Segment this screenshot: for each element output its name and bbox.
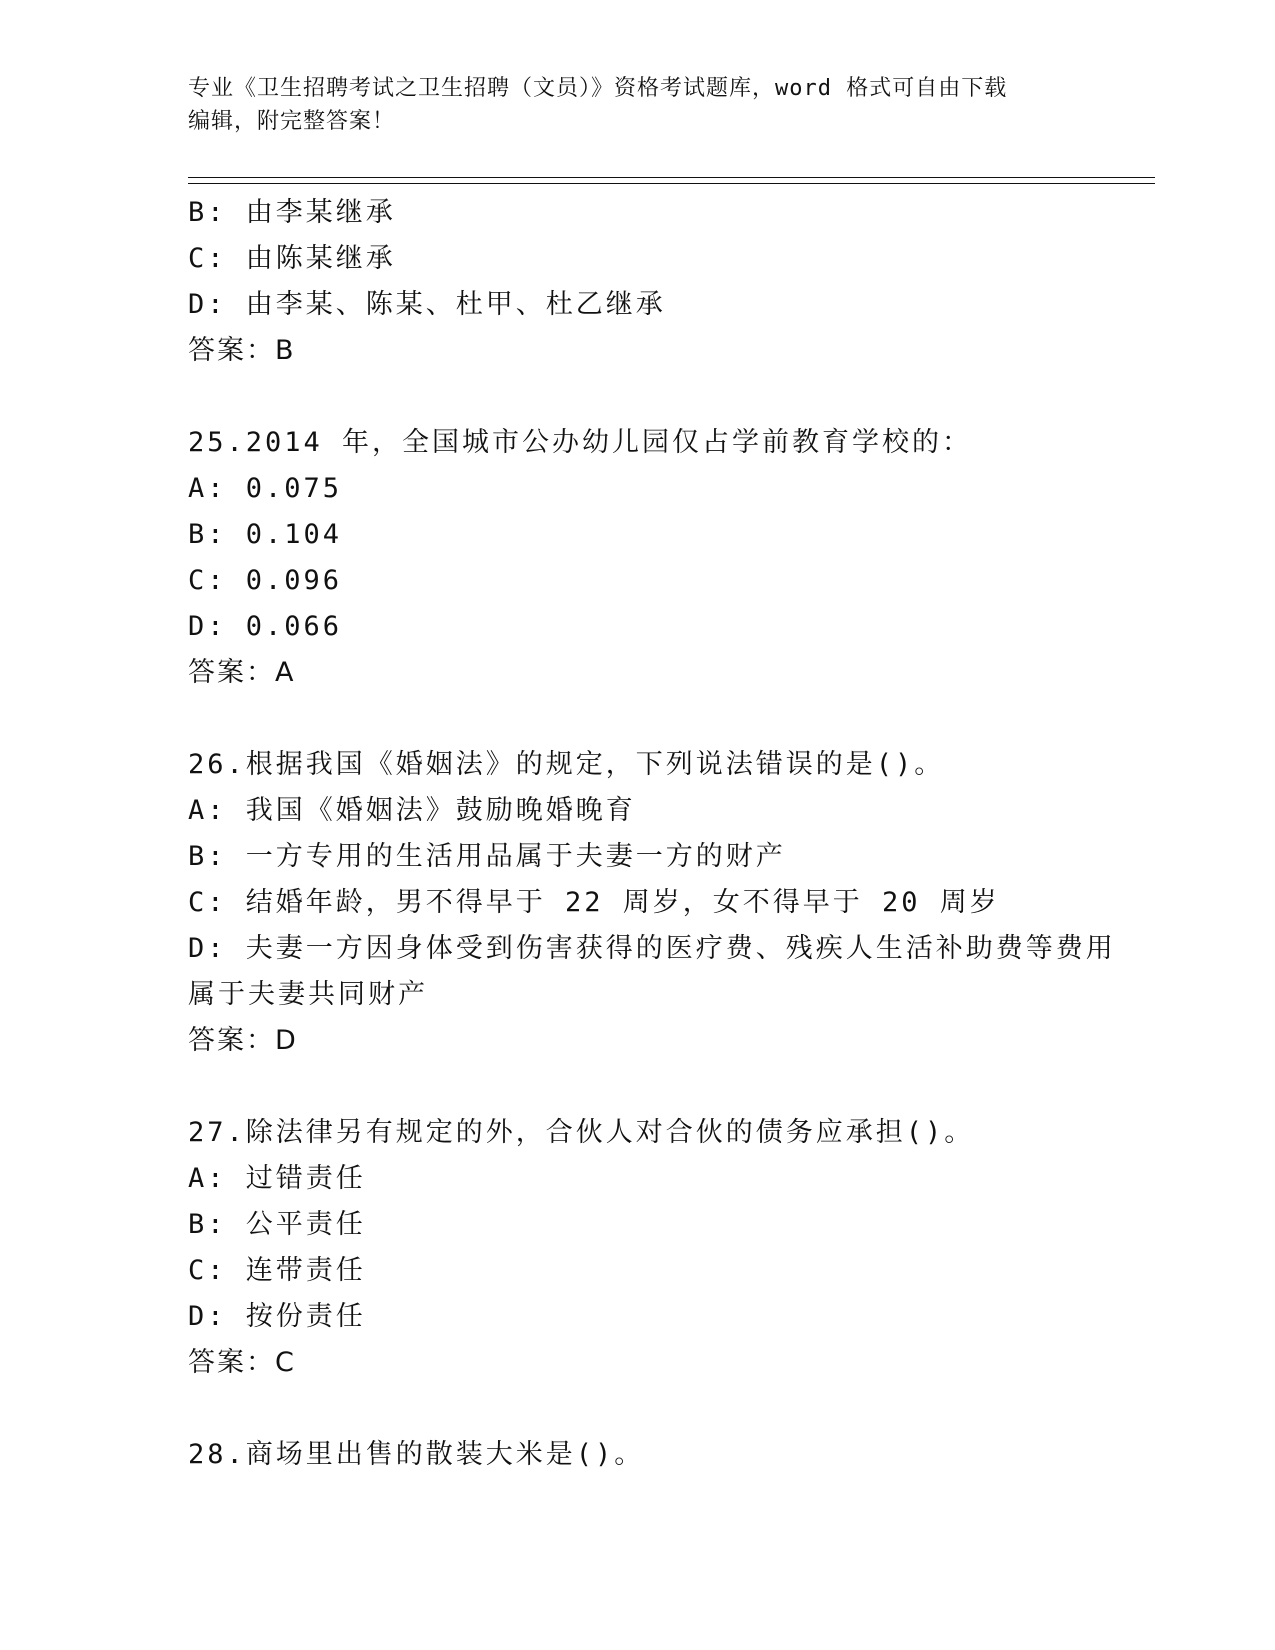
option-d: D: 按份责任 bbox=[188, 1301, 366, 1332]
option-d: D: 夫妻一方因身体受到伤害获得的医疗费、残疾人生活补助费等费用 bbox=[188, 933, 1116, 964]
option-c: C: 连带责任 bbox=[188, 1255, 366, 1286]
option-b: B: 公平责任 bbox=[188, 1209, 366, 1240]
option-a: A: 0.075 bbox=[188, 473, 343, 504]
question-27 bbox=[188, 1110, 1088, 1386]
header-divider-top bbox=[188, 177, 1155, 178]
question-spacer bbox=[188, 1064, 1088, 1110]
option-b: B: 0.104 bbox=[188, 519, 343, 550]
header-line-2: 编辑，附完整答案！ bbox=[188, 109, 396, 134]
option-d: D: 由李某、陈某、杜甲、杜乙继承 bbox=[188, 289, 666, 320]
option-c: C: 结婚年龄，男不得早于 22 周岁，女不得早于 20 周岁 bbox=[188, 887, 1000, 918]
question-spacer bbox=[188, 374, 1088, 420]
header-divider-bottom bbox=[188, 183, 1155, 184]
question-list bbox=[188, 190, 1116, 1478]
answer-line: 答案：B bbox=[188, 335, 296, 366]
answer-line: 答案：D bbox=[188, 1025, 298, 1056]
option-b: B: 一方专用的生活用品属于夫妻一方的财产 bbox=[188, 841, 786, 872]
question-stem: 25.2014 年，全国城市公办幼儿园仅占学前教育学校的： bbox=[188, 427, 973, 458]
question-spacer bbox=[188, 1386, 1088, 1432]
option-c: C: 由陈某继承 bbox=[188, 243, 396, 274]
question-26 bbox=[188, 742, 1116, 1064]
option-c: C: 0.096 bbox=[188, 565, 343, 596]
question-stem: 26.根据我国《婚姻法》的规定，下列说法错误的是()。 bbox=[188, 749, 945, 780]
option-a: A: 我国《婚姻法》鼓励晚婚晚育 bbox=[188, 795, 636, 826]
option-d: D: 0.066 bbox=[188, 611, 343, 642]
question-stem: 27.除法律另有规定的外，合伙人对合伙的债务应承担()。 bbox=[188, 1117, 975, 1148]
question-25 bbox=[188, 420, 1088, 696]
header-line-1: 专业《卫生招聘考试之卫生招聘（文员）》资格考试题库，word 格式可自由下载 bbox=[188, 76, 1008, 101]
option-b: B: 由李某继承 bbox=[188, 197, 396, 228]
question-spacer bbox=[188, 696, 1088, 742]
document-header bbox=[188, 72, 1068, 138]
question-24 bbox=[188, 190, 1088, 374]
answer-line: 答案：A bbox=[188, 657, 296, 688]
answer-line: 答案：C bbox=[188, 1347, 296, 1378]
question-28 bbox=[188, 1432, 1088, 1478]
option-d-continued: 属于夫妻共同财产 bbox=[188, 979, 428, 1010]
option-a: A: 过错责任 bbox=[188, 1163, 366, 1194]
question-stem: 28.商场里出售的散装大米是()。 bbox=[188, 1439, 645, 1470]
